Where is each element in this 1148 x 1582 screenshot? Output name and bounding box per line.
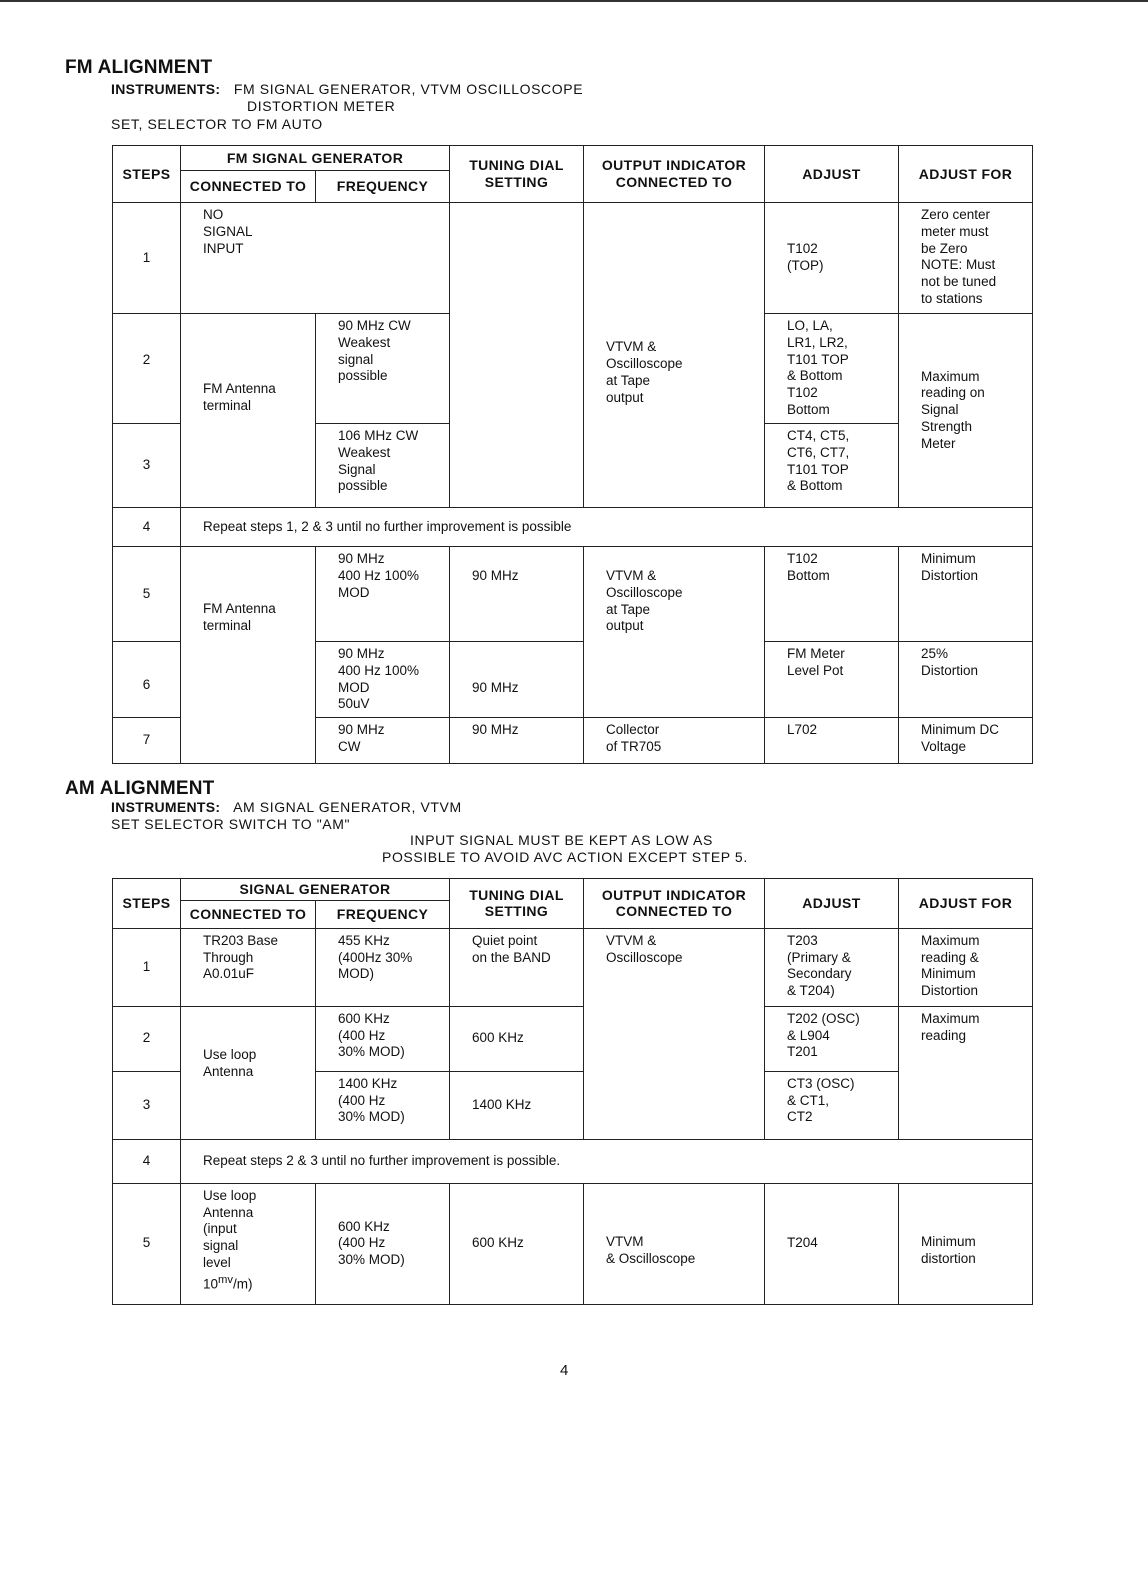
fm-step-6-frequency: 90 MHz 400 Hz 100% MOD 50uV [316,642,450,718]
fm-step-4-number: 4 [113,508,181,547]
am-step-1-adjust-for: Maximum reading & Minimum Distortion [899,928,1033,1006]
am-step-5-frequency: 600 KHz (400 Hz 30% MOD) [316,1183,450,1304]
am-step-5-adjust: T204 [765,1183,899,1304]
am-alignment-table [112,878,1033,1305]
am-step-1-adjust: T203 (Primary & Secondary & T204) [765,928,899,1006]
am-step-5-level-base: 10 [203,1276,219,1292]
fm-instruments-line2: DISTORTION METER [247,98,396,114]
am-steps-1-3-output: VTVM & Oscilloscope [584,928,765,1139]
fm-instruments-list: FM SIGNAL GENERATOR, VTVM OSCILLOSCOPE [233,81,584,97]
am-step-2-frequency: 600 KHz (400 Hz 30% MOD) [316,1006,450,1071]
am-step-5-number: 5 [113,1183,181,1304]
fm-header-steps: STEPS [113,146,181,203]
am-steps-2-3-adjust-for: Maximum reading [899,1006,1033,1139]
fm-step-6-number: 6 [113,642,181,718]
fm-step-4-row [113,508,1033,547]
fm-step-3-number: 3 [113,424,181,508]
fm-step-6-tuning: 90 MHz [450,642,584,718]
am-header-adjust: ADJUST [765,879,899,929]
fm-header-adjust-for: ADJUST FOR [899,146,1033,203]
am-step-3-frequency: 1400 KHz (400 Hz 30% MOD) [316,1071,450,1139]
am-step-2-adjust: T202 (OSC) & L904 T201 [765,1006,899,1071]
fm-steps-5-6-output: VTVM & Oscilloscope at Tape output [584,547,765,718]
fm-step-1-connected: NO SIGNAL INPUT [181,203,450,314]
am-step-5-tuning: 600 KHz [450,1183,584,1304]
fm-instruments [111,81,583,98]
am-header-frequency: FREQUENCY [316,900,450,928]
am-step-5-row [113,1183,1033,1304]
fm-step-7-adjust: L702 [765,718,899,764]
fm-step-7-adjust-for: Minimum DC Voltage [899,718,1033,764]
fm-step-7-frequency: 90 MHz CW [316,718,450,764]
fm-step-3-adjust: CT4, CT5, CT6, CT7, T101 TOP & Bottom [765,424,899,508]
am-step-5-connected-text: Use loop Antenna (input signal level [203,1187,257,1270]
fm-header-row [113,146,1033,171]
fm-step-3-frequency: 106 MHz CW Weakest Signal possible [316,424,450,508]
fm-step-1-tuning [450,203,584,508]
fm-header-output: OUTPUT INDICATOR CONNECTED TO [584,146,765,203]
am-step-5-level-tail: /m) [233,1276,253,1292]
am-step-2-number: 2 [113,1006,181,1071]
am-input-note-line1: INPUT SIGNAL MUST BE KEPT AS LOW AS [410,832,713,848]
fm-header-generator: FM SIGNAL GENERATOR [181,146,450,171]
am-instruments-list: AM SIGNAL GENERATOR, VTVM [233,799,462,815]
fm-alignment-title: FM ALIGNMENT [65,57,213,78]
am-step-3-number: 3 [113,1071,181,1139]
fm-steps-2-3-connected: FM Antenna terminal [181,314,316,508]
fm-steps-1-3-output: VTVM & Oscilloscope at Tape output [584,203,765,508]
fm-step-1-number: 1 [113,203,181,314]
fm-steps-5-7-connected: FM Antenna terminal [181,547,316,764]
fm-step-5-number: 5 [113,547,181,642]
am-step-1-row [113,928,1033,1006]
fm-step-1-row [113,203,1033,314]
fm-step-5-adjust: T102 Bottom [765,547,899,642]
am-header-connected-to: CONNECTED TO [181,900,316,928]
fm-step-5-adjust-for: Minimum Distortion [899,547,1033,642]
fm-step-7-tuning: 90 MHz [450,718,584,764]
fm-header-frequency: FREQUENCY [316,171,450,203]
fm-step-6-adjust-for: 25% Distortion [899,642,1033,718]
am-selector-setting: SET SELECTOR SWITCH TO "AM" [111,816,351,832]
am-step-4-row [113,1139,1033,1183]
am-alignment-title: AM ALIGNMENT [65,778,215,799]
am-step-5-output: VTVM & Oscilloscope [584,1183,765,1304]
fm-step-1-adjust-for: Zero center meter must be Zero NOTE: Must not be tuned to stations [899,203,1033,314]
am-step-3-adjust: CT3 (OSC) & CT1, CT2 [765,1071,899,1139]
fm-step-2-adjust: LO, LA, LR1, LR2, T101 TOP & Bottom T102 Bottom [765,314,899,424]
am-header-tuning: TUNING DIAL SETTING [450,879,584,929]
am-header-generator: SIGNAL GENERATOR [181,879,450,901]
fm-step-5-row [113,547,1033,642]
page-number: 4 [560,1362,569,1379]
fm-alignment-table [112,145,1033,764]
am-step-5-level-sup: mv [218,1273,234,1286]
fm-header-adjust: ADJUST [765,146,899,203]
fm-step-6-adjust: FM Meter Level Pot [765,642,899,718]
am-step-1-number: 1 [113,928,181,1006]
fm-step-5-frequency: 90 MHz 400 Hz 100% MOD [316,547,450,642]
fm-step-1-adjust: T102 (TOP) [765,203,899,314]
fm-instruments-label: INSTRUMENTS: [111,81,221,97]
am-step-4-number: 4 [113,1139,181,1183]
fm-header-connected-to: CONNECTED TO [181,171,316,203]
fm-selector-setting: SET, SELECTOR TO FM AUTO [111,116,323,132]
am-header-steps: STEPS [113,879,181,929]
fm-step-4-note: Repeat steps 1, 2 & 3 until no further improvement is possible [181,508,1033,547]
fm-header-tuning: TUNING DIAL SETTING [450,146,584,203]
am-step-2-tuning: 600 KHz [450,1006,584,1071]
am-steps-2-3-connected: Use loop Antenna [181,1006,316,1139]
am-step-1-connected: TR203 Base Through A0.01uF [181,928,316,1006]
am-step-1-frequency: 455 KHz (400Hz 30% MOD) [316,928,450,1006]
am-input-note-line2: POSSIBLE TO AVOID AVC ACTION EXCEPT STEP 5. [382,849,748,865]
fm-step-5-tuning: 90 MHz [450,547,584,642]
am-step-5-adjust-for: Minimum distortion [899,1183,1033,1304]
am-step-3-tuning: 1400 KHz [450,1071,584,1139]
am-step-1-tuning: Quiet point on the BAND [450,928,584,1006]
fm-step-7-output: Collector of TR705 [584,718,765,764]
fm-step-2-frequency: 90 MHz CW Weakest signal possible [316,314,450,424]
am-header-row [113,879,1033,901]
fm-step-7-number: 7 [113,718,181,764]
am-instruments-label: INSTRUMENTS: [111,799,221,815]
am-header-output: OUTPUT INDICATOR CONNECTED TO [584,879,765,929]
am-step-2-row [113,1006,1033,1071]
top-border-line [0,0,1148,2]
fm-steps-2-3-adjust-for: Maximum reading on Signal Strength Meter [899,314,1033,508]
am-step-5-connected [181,1183,316,1304]
fm-step-2-number: 2 [113,314,181,424]
am-step-4-note: Repeat steps 2 & 3 until no further improvement is possible. [181,1139,1033,1183]
am-header-adjust-for: ADJUST FOR [899,879,1033,929]
am-instruments [111,799,462,816]
